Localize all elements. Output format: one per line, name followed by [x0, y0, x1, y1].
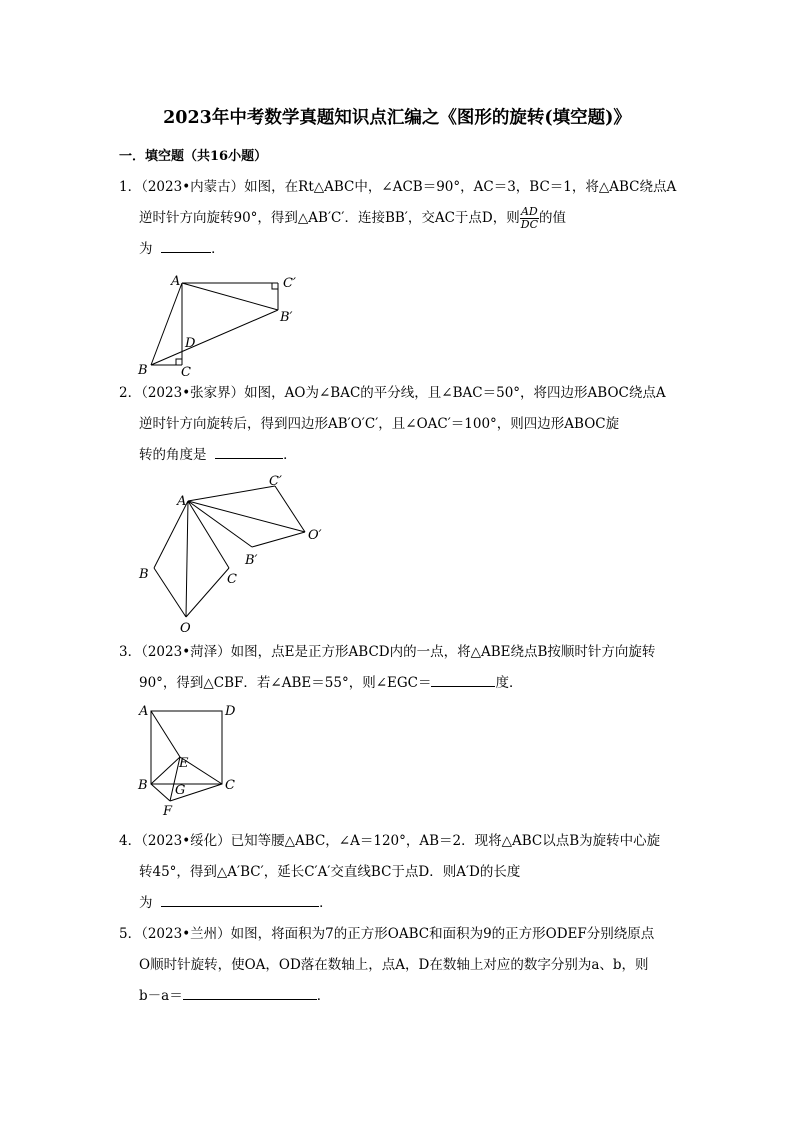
fraction [520, 206, 539, 231]
figure-2 [135, 470, 335, 635]
question-number: 1． [119, 179, 142, 195]
label-D: D [225, 704, 236, 719]
question-2 [119, 378, 679, 471]
label-A: A [171, 274, 181, 289]
question-text: （2023•兰州）如图，将面积为7的正方形OABC和面积为9的正方形ODEF分别绕原点 [141, 926, 655, 942]
question-text: （2023•菏泽）如图，点E是正方形ABCD内的一点，将△ABE绕点B按顺时针方向旋转 [141, 644, 656, 660]
question-text: 逆时针方向旋转90°，得到△AB′C′．连接BB′，交AC于点D，则 [139, 210, 520, 226]
question-text: 度． [495, 675, 523, 691]
question-text: 90°，得到△CBF．若∠ABE＝55°，则∠EGC＝ [139, 675, 432, 691]
question-text: b－a＝ [139, 988, 183, 1004]
fraction-numerator: AD [520, 205, 538, 218]
label-O-prime: O′ [308, 528, 322, 543]
label-B-prime: B′ [280, 310, 293, 325]
answer-blank[interactable] [161, 238, 211, 253]
question-text: O顺时针旋转，使OA，OD落在数轴上，点A，D在数轴上对应的数字分别为a、b，则 [139, 957, 649, 973]
label-D: D [185, 336, 196, 351]
answer-blank[interactable] [161, 892, 319, 907]
question-3 [119, 637, 679, 699]
page-title: 2023年中考数学真题知识点汇编之《图形的旋转(填空题)》 [163, 108, 631, 128]
label-B: B [138, 778, 148, 793]
answer-blank[interactable] [215, 444, 283, 459]
figure-3 [135, 700, 245, 820]
label-C-prime: C′ [283, 276, 296, 291]
label-C: C [227, 572, 237, 587]
question-number: 2． [119, 385, 142, 401]
question-text: 的值 [539, 210, 566, 226]
label-A: A [139, 704, 149, 719]
fraction-denominator: DC [520, 218, 538, 231]
question-text: 为 [139, 895, 153, 911]
question-text: （2023•张家界）如图，AO为∠BAC的平分线，且∠BAC＝50°，将四边形ABOC绕点A [141, 385, 666, 401]
label-B: B [138, 363, 148, 378]
question-text: ． [319, 895, 333, 911]
label-C: C [181, 365, 191, 380]
label-G: G [175, 783, 186, 798]
question-5 [119, 919, 679, 1012]
question-number: 3． [119, 644, 142, 660]
question-text: ． [283, 447, 297, 463]
section-heading: 一．填空题（共16小题） [119, 149, 268, 164]
question-text: （2023•内蒙古）如图，在Rt△ABC中，∠ACB＝90°，AC＝3，BC＝1，将△ABC绕点A [141, 179, 677, 195]
question-number: 4． [119, 833, 142, 849]
answer-blank[interactable] [431, 672, 495, 687]
figure-1 [135, 272, 305, 382]
question-text: 为 [139, 241, 153, 257]
label-O: O [180, 621, 191, 636]
question-text: 逆时针方向旋转后，得到四边形AB′O′C′，且∠OAC′＝100°，则四边形ABOC旋 [139, 416, 620, 432]
label-B: B [139, 567, 149, 582]
question-number: 5． [119, 926, 142, 942]
answer-blank[interactable] [183, 985, 317, 1000]
label-E: E [179, 756, 189, 771]
label-F: F [163, 804, 173, 819]
question-text: （2023•绥化）已知等腰△ABC，∠A＝120°，AB＝2．现将△ABC以点B为旋转中心旋 [141, 833, 661, 849]
label-C-prime: C′ [269, 474, 282, 489]
question-4 [119, 826, 679, 919]
question-text: 转45°，得到△A′BC′，延长C′A′交直线BC于点D．则A′D的长度 [139, 864, 521, 880]
question-text: ． [316, 988, 331, 1004]
question-1 [119, 172, 679, 265]
question-text: ． [211, 241, 225, 257]
label-C: C [225, 778, 235, 793]
label-B-prime: B′ [245, 553, 258, 568]
label-A: A [177, 494, 187, 509]
question-text: 转的角度是 [139, 447, 207, 463]
